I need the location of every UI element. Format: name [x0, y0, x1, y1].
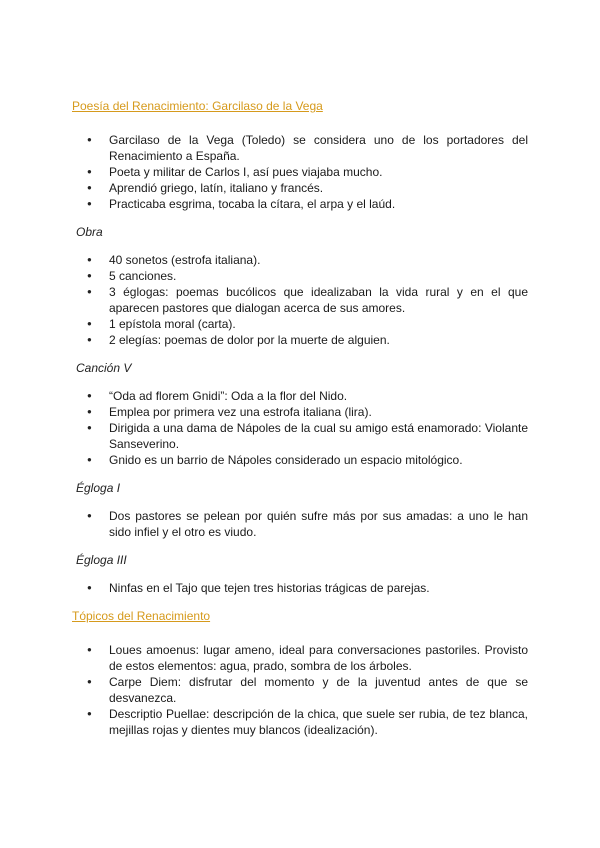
list-item: ● Gnido es un barrio de Nápoles considerado un espacio mitológico.: [72, 452, 528, 468]
topicos-list: [72, 642, 528, 738]
list-item: ● 1 epístola moral (carta).: [72, 316, 528, 332]
obra-list: [72, 252, 528, 348]
section-heading-topicos[interactable]: Tópicos del Renacimiento: [72, 609, 211, 623]
section-heading-garcilaso[interactable]: Poesía del Renacimiento: Garcilaso de la Vega: [72, 99, 323, 113]
list-item: ● Dos pastores se pelean por quién sufre más por sus amadas: a uno le han sido infiel y el otro es viudo.: [72, 508, 528, 540]
list-item: ● 40 sonetos (estrofa italiana).: [72, 252, 528, 268]
subheading-egloga-i: Égloga I: [76, 481, 121, 495]
cancion-list: [72, 388, 528, 468]
list-item: ● Dirigida a una dama de Nápoles de la cual su amigo está enamorado: Violante Sanseverino.: [72, 420, 528, 452]
list-item: ● Loues amoenus: lugar ameno, ideal para conversaciones pastoriles. Provisto de estos elementos: agua, prado, sombra de los árboles.: [72, 642, 528, 674]
list-item: ● 5 canciones.: [72, 268, 528, 284]
list-item: ● Emplea por primera vez una estrofa italiana (lira).: [72, 404, 528, 420]
list-item: ● Carpe Diem: disfrutar del momento y de la juventud antes de que se desvanezca.: [72, 674, 528, 706]
list-item: ● Ninfas en el Tajo que tejen tres historias trágicas de parejas.: [72, 580, 528, 596]
list-item: ● Garcilaso de la Vega (Toledo) se considera uno de los portadores del Renacimiento a España.: [72, 132, 528, 164]
egloga-i-list: [72, 508, 528, 540]
subheading-obra: Obra: [76, 225, 103, 239]
document-page: [72, 98, 528, 750]
subheading-cancion-v: Canción V: [76, 361, 132, 375]
list-item: ● 3 églogas: poemas bucólicos que idealizaban la vida rural y en el que aparecen pastores que dialogan acerca de sus amores.: [72, 284, 528, 316]
list-item: ● Poeta y militar de Carlos I, así pues viajaba mucho.: [72, 164, 528, 180]
egloga-iii-list: [72, 580, 528, 596]
list-item: ● Practicaba esgrima, tocaba la cítara, el arpa y el laúd.: [72, 196, 528, 212]
list-item: ● “Oda ad florem Gnidi”: Oda a la flor del Nido.: [72, 388, 528, 404]
list-item: ● Descriptio Puellae: descripción de la chica, que suele ser rubia, de tez blanca, mejillas rojas y dientes muy blancos (idealización).: [72, 706, 528, 738]
garcilaso-list: [72, 132, 528, 212]
subheading-egloga-iii: Égloga III: [76, 553, 127, 567]
list-item: ● Aprendió griego, latín, italiano y francés.: [72, 180, 528, 196]
list-item: ● 2 elegías: poemas de dolor por la muerte de alguien.: [72, 332, 528, 348]
